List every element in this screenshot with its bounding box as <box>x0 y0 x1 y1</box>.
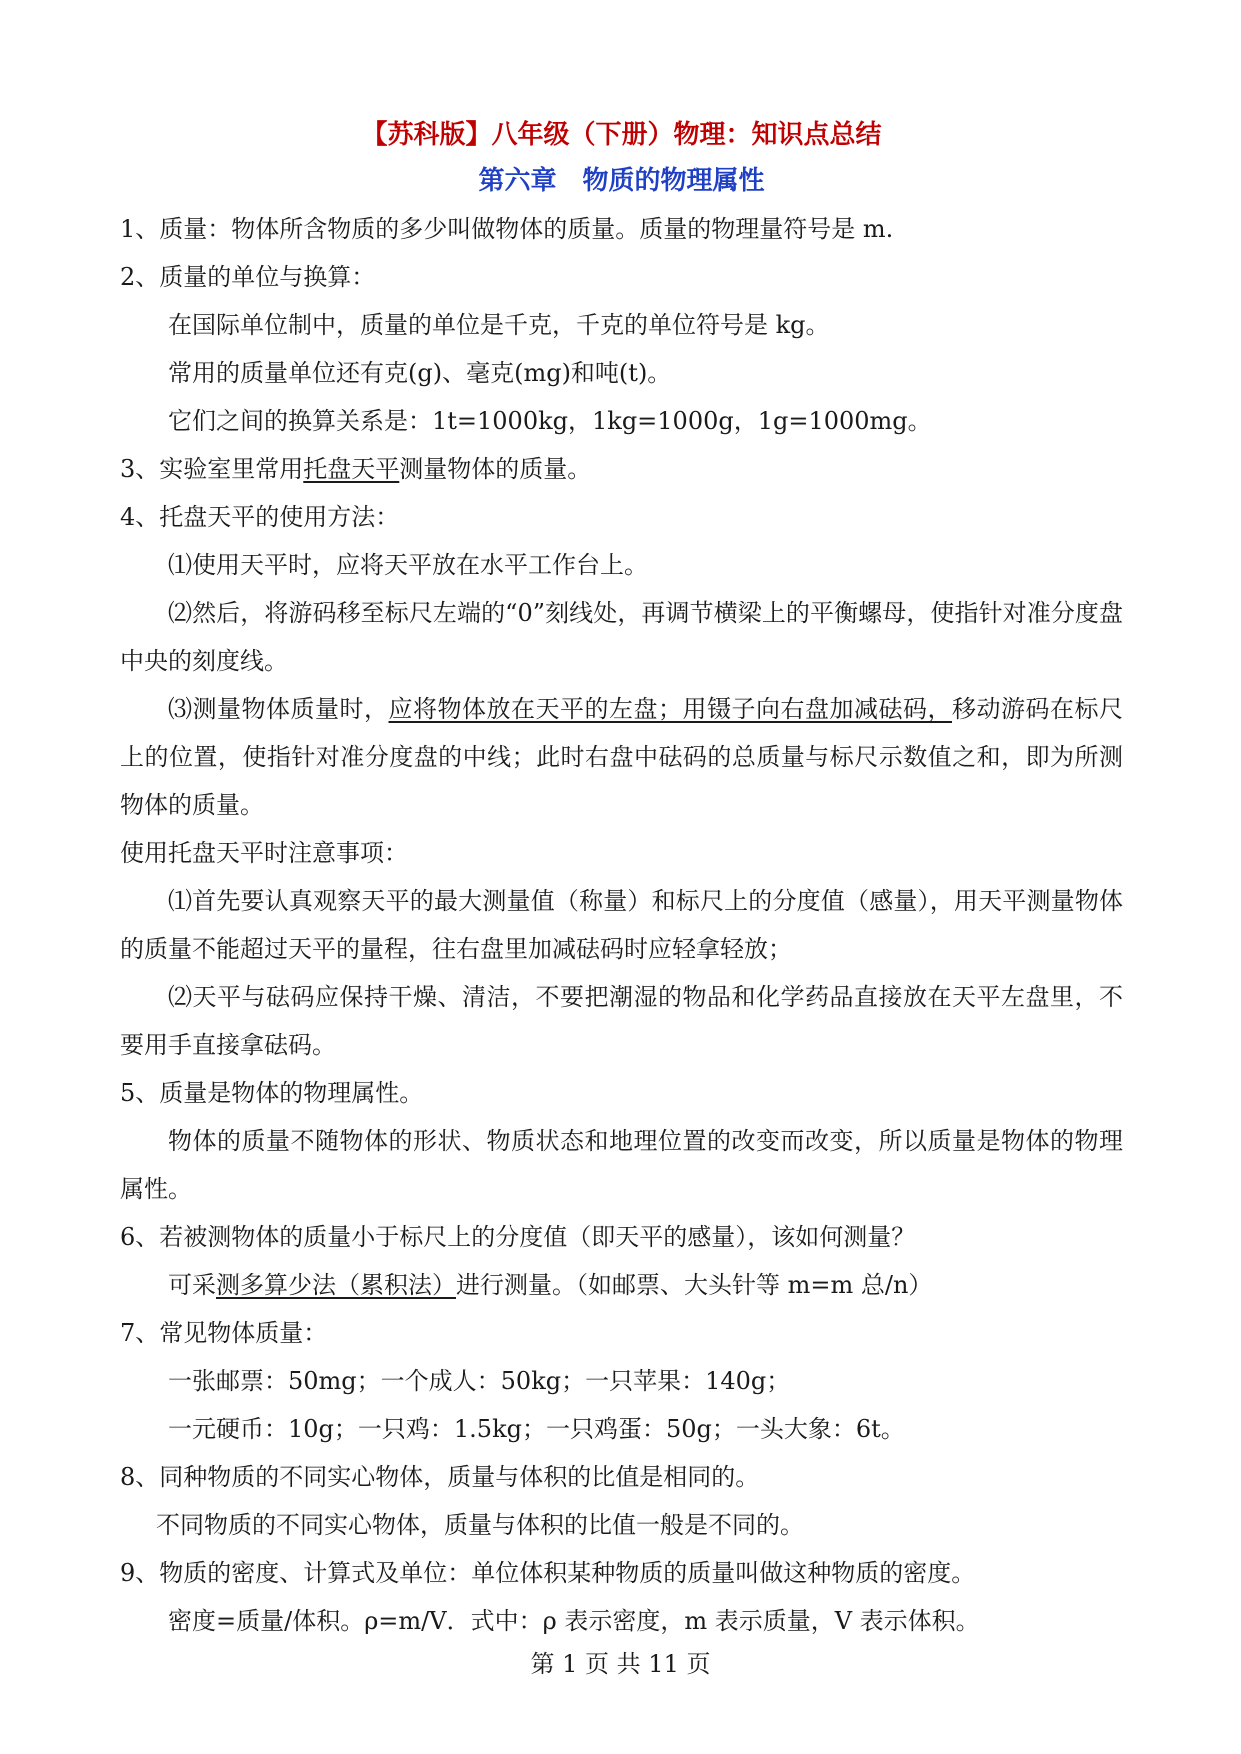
note-1: ⑴首先要认真观察天平的最大测量值（称量）和标尺上的分度值（感量），用天平测量物体的质量不能超过天平的量程，往右盘里加减砝码时应轻拿轻放； <box>120 887 1123 963</box>
item-2-line-3: 它们之间的换算关系是：1t=1000kg，1kg=1000g，1g=1000mg。 <box>168 407 932 435</box>
item-7-line-2: 一元硬币：10g；一只鸡：1.5kg；一只鸡蛋：50g；一头大象：6t。 <box>168 1415 905 1443</box>
document-title: 【苏科版】八年级（下册）物理：知识点总结 <box>361 120 882 150</box>
item-4-step-1: ⑴使用天平时，应将天平放在水平工作台上。 <box>168 551 648 579</box>
item-7-line-1: 一张邮票：50mg；一个成人：50kg；一只苹果：140g； <box>168 1367 791 1395</box>
item-4: 4、托盘天平的使用方法： <box>120 503 400 531</box>
page-footer: 第 1 页 共 11 页 <box>530 1650 711 1678</box>
item-2: 2、质量的单位与换算： <box>120 263 376 291</box>
chapter-heading: 第六章 物质的物理属性 <box>478 166 765 196</box>
underlined-method: 测多算少法（累积法） <box>216 1271 456 1299</box>
item-2-line-1: 在国际单位制中，质量的单位是千克，千克的单位符号是 kg。 <box>168 311 830 339</box>
item-9: 9、物质的密度、计算式及单位：单位体积某种物质的质量叫做这种物质的密度。 <box>120 1559 976 1587</box>
notes-heading: 使用托盘天平时注意事项： <box>120 839 408 867</box>
item-4-step-2: ⑵然后，将游码移至标尺左端的“0”刻线处，再调节横梁上的平衡螺母，使指针对准分度盘中央的刻度线。 <box>120 599 1123 675</box>
item-9-formula: 密度=质量/体积。ρ=m/V．式中：ρ 表示密度，m 表示质量，V 表示体积。 <box>168 1607 980 1635</box>
item-8-line-2: 不同物质的不同实心物体，质量与体积的比值一般是不同的。 <box>156 1511 804 1539</box>
underlined-phrase: 应将物体放在天平的左盘；用镊子向右盘加减砝码， <box>388 695 952 723</box>
item-3: 3、实验室里常用托盘天平测量物体的质量。 <box>120 455 592 483</box>
underlined-term: 托盘天平 <box>303 455 400 483</box>
item-4-step-3: ⑶测量物体质量时，应将物体放在天平的左盘；用镊子向右盘加减砝码，移动游码在标尺上的位置，使指针对准分度盘的中线；此时右盘中砝码的总质量与标尺示数值之和，即为所测物体的质量。 <box>120 695 1123 819</box>
item-5-detail: 物体的质量不随物体的形状、物质状态和地理位置的改变而改变，所以质量是物体的物理属性。 <box>120 1127 1123 1203</box>
item-1: 1、质量：物体所含物质的多少叫做物体的质量。质量的物理量符号是 m. <box>120 215 894 243</box>
item-8: 8、同种物质的不同实心物体，质量与体积的比值是相同的。 <box>120 1463 760 1491</box>
item-2-line-2: 常用的质量单位还有克(g)、毫克(mg)和吨(t)。 <box>168 359 672 387</box>
note-2: ⑵天平与砝码应保持干燥、清洁，不要把潮湿的物品和化学药品直接放在天平左盘里，不要用手直接拿砝码。 <box>120 983 1123 1059</box>
item-5: 5、质量是物体的物理属性。 <box>120 1079 424 1107</box>
item-6-answer: 可采测多算少法（累积法）进行测量。（如邮票、大头针等 m=m 总/n） <box>168 1271 933 1299</box>
item-6: 6、若被测物体的质量小于标尺上的分度值（即天平的感量），该如何测量？ <box>120 1223 916 1251</box>
item-7: 7、常见物体质量： <box>120 1319 328 1347</box>
